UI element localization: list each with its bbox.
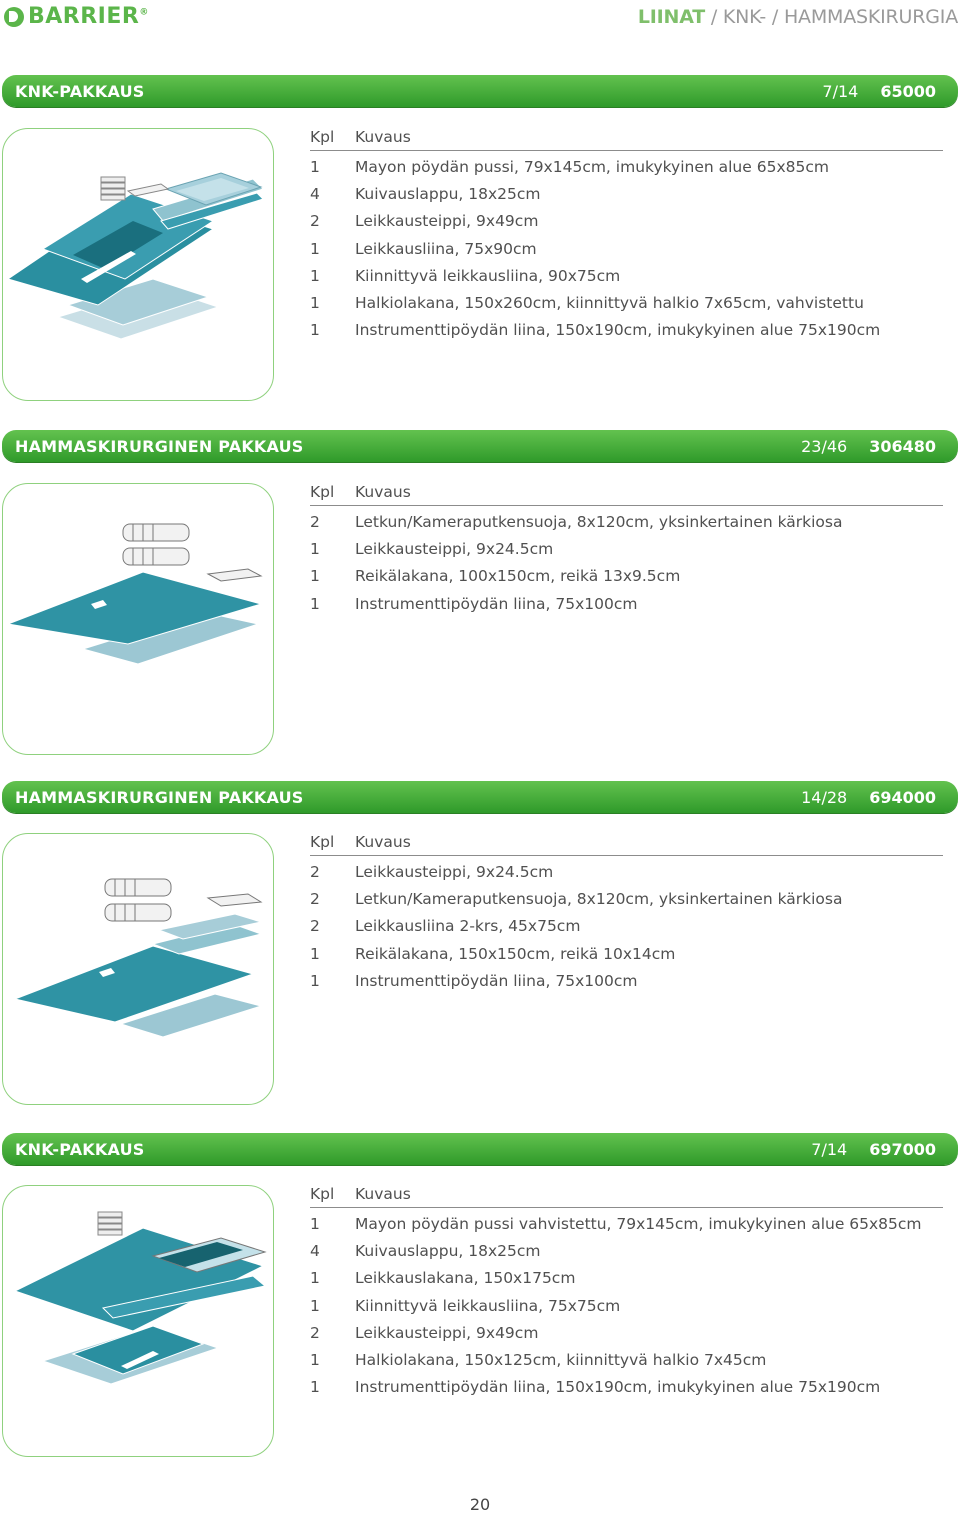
table-row: 1 Mayon pöydän pussi vahvistettu, 79x145cm, imukykyinen alue 65x85cm bbox=[310, 1214, 922, 1233]
desc-column-header: Kuvaus bbox=[355, 128, 411, 146]
dental-pack-illustration bbox=[3, 834, 273, 1104]
table-row: 4 Kuivauslappu, 18x25cm bbox=[310, 1241, 541, 1260]
product-pack-ratio: 23/46 bbox=[801, 437, 848, 456]
table-row: 1 Instrumenttipöydän liina, 150x190cm, imukykyinen alue 75x190cm bbox=[310, 1378, 881, 1397]
desc-column-header: Kuvaus bbox=[355, 483, 411, 501]
product-illustration bbox=[2, 1185, 274, 1457]
table-row: 4 Kuivauslappu, 18x25cm bbox=[310, 184, 541, 203]
product-illustration bbox=[2, 483, 274, 755]
table-row: 1 Reikälakana, 100x150cm, reikä 13x9.5cm bbox=[310, 567, 681, 586]
product-pack-ratio: 14/28 bbox=[801, 788, 848, 807]
product-code: 694000 bbox=[869, 788, 936, 807]
product-header-bar bbox=[2, 781, 958, 813]
table-row: 1 Leikkauslakana, 150x175cm bbox=[310, 1269, 576, 1288]
item-table bbox=[310, 128, 943, 344]
knk-pack-illustration bbox=[3, 129, 273, 400]
product-header-bar bbox=[2, 75, 958, 107]
table-row: 1 Instrumenttipöydän liina, 150x190cm, imukykyinen alue 75x190cm bbox=[310, 321, 881, 340]
item-table bbox=[310, 483, 943, 617]
product-code: 697000 bbox=[869, 1140, 936, 1159]
table-row: 1 Halkiolakana, 150x125cm, kiinnittyvä halkio 7x45cm bbox=[310, 1351, 767, 1370]
qty-column-header: Kpl bbox=[310, 833, 335, 851]
table-row: 1 Leikkausliina, 75x90cm bbox=[310, 239, 537, 258]
table-row: 1 Mayon pöydän pussi, 79x145cm, imukykyinen alue 65x85cm bbox=[310, 157, 829, 176]
knk-pack-illustration bbox=[3, 1186, 273, 1456]
item-table-header bbox=[310, 128, 943, 151]
qty-column-header: Kpl bbox=[310, 483, 335, 501]
product-pack-ratio: 7/14 bbox=[822, 82, 859, 101]
brand-logo bbox=[4, 4, 149, 29]
table-row: 1 Instrumenttipöydän liina, 75x100cm bbox=[310, 594, 638, 613]
page-section-title: LIINAT / KNK- / HAMMASKIRURGIA bbox=[637, 6, 958, 28]
table-row: 2 Leikkausteippi, 9x49cm bbox=[310, 212, 539, 231]
table-row: 2 Leikkausteippi, 9x24.5cm bbox=[310, 862, 554, 881]
table-row: 1 Instrumenttipöydän liina, 75x100cm bbox=[310, 971, 638, 990]
dental-pack-illustration bbox=[3, 484, 273, 754]
product-title: HAMMASKIRURGINEN PAKKAUS bbox=[15, 437, 304, 456]
table-row: 2 Letkun/Kameraputkensuoja, 8x120cm, yksinkertainen kärkiosa bbox=[310, 889, 843, 908]
qty-column-header: Kpl bbox=[310, 128, 335, 146]
product-header-bar bbox=[2, 430, 958, 462]
table-row: 2 Leikkausliina 2-krs, 45x75cm bbox=[310, 917, 581, 936]
qty-column-header: Kpl bbox=[310, 1185, 335, 1203]
product-title: HAMMASKIRURGINEN PAKKAUS bbox=[15, 788, 304, 807]
table-row: 2 Letkun/Kameraputkensuoja, 8x120cm, yksinkertainen kärkiosa bbox=[310, 512, 843, 531]
desc-column-header: Kuvaus bbox=[355, 1185, 411, 1203]
item-table-header bbox=[310, 833, 943, 856]
table-row: 1 Leikkausteippi, 9x24.5cm bbox=[310, 539, 554, 558]
product-pack-ratio: 7/14 bbox=[811, 1140, 848, 1159]
table-row: 1 Kiinnittyvä leikkausliina, 75x75cm bbox=[310, 1296, 621, 1315]
item-table bbox=[310, 1185, 943, 1401]
product-title: KNK-PAKKAUS bbox=[15, 82, 145, 101]
product-illustration bbox=[2, 128, 274, 401]
product-code: 306480 bbox=[869, 437, 936, 456]
product-title: KNK-PAKKAUS bbox=[15, 1140, 145, 1159]
table-row: 1 Halkiolakana, 150x260cm, kiinnittyvä halkio 7x65cm, vahvistettu bbox=[310, 294, 864, 313]
item-table-header bbox=[310, 1185, 943, 1208]
table-row: 2 Leikkausteippi, 9x49cm bbox=[310, 1323, 539, 1342]
brand-name: BARRIER® bbox=[28, 4, 149, 29]
table-row: 1 Kiinnittyvä leikkausliina, 90x75cm bbox=[310, 266, 621, 285]
page-number: 20 bbox=[469, 1495, 491, 1514]
desc-column-header: Kuvaus bbox=[355, 833, 411, 851]
product-illustration bbox=[2, 833, 274, 1105]
product-header-bar bbox=[2, 1133, 958, 1165]
table-row: 1 Reikälakana, 150x150cm, reikä 10x14cm bbox=[310, 944, 676, 963]
item-table-header bbox=[310, 483, 943, 506]
brand-mark-icon bbox=[4, 7, 24, 27]
item-table bbox=[310, 833, 943, 994]
product-code: 65000 bbox=[880, 82, 936, 101]
